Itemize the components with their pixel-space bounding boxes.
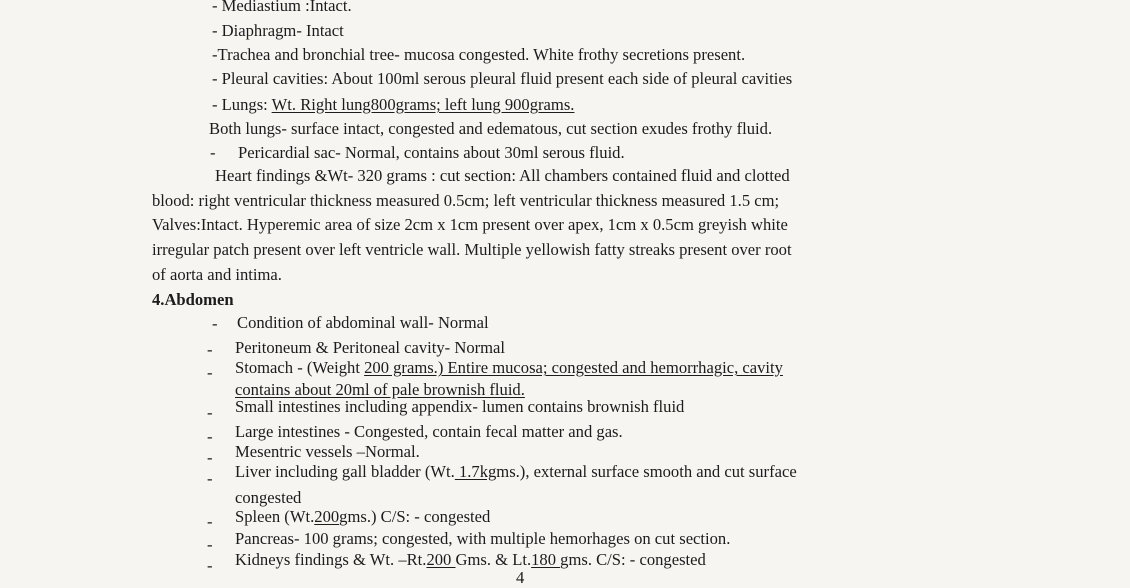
- stomach-line-2: contains about 20ml of pale brownish fluid.: [235, 380, 525, 399]
- page-number: 4: [516, 568, 525, 587]
- bullet-dash: -: [207, 469, 213, 488]
- stomach-line-1: [235, 358, 783, 378]
- heart-line-4: irregular patch present over left ventricle wall. Multiple yellowish fatty streaks present over root: [152, 240, 792, 259]
- peritoneum-line: Peritoneum & Peritoneal cavity- Normal: [235, 338, 506, 357]
- bullet-dash: -: [207, 556, 213, 575]
- pancreas-line: Pancreas- 100 grams; congested, with multiple hemorhages on cut section.: [235, 529, 731, 548]
- lungs-prefix: - Lungs:: [212, 95, 272, 114]
- bullet-dash: -: [207, 535, 213, 554]
- pericardial-line: Pericardial sac- Normal, contains about 30ml serous fluid.: [238, 143, 625, 162]
- large-intestines-line: Large intestines - Congested, contain fecal matter and gas.: [235, 422, 623, 441]
- heart-line-3: Valves:Intact. Hyperemic area of size 2cm x 1cm present over apex, 1cm x 0.5cm greyish white: [152, 215, 788, 234]
- bullet-dash: -: [207, 448, 213, 467]
- kidneys-prefix: Kidneys findings & Wt. –Rt.: [235, 550, 427, 569]
- both-lungs-line: Both lungs- surface intact, congested and edematous, cut section exudes frothy fluid.: [209, 119, 773, 138]
- bullet-dash: -: [207, 512, 213, 531]
- diaphragm-line: - Diaphragm- Intact: [212, 21, 344, 40]
- kidneys-rt: 200: [426, 550, 456, 569]
- stomach-underlined: 200 grams.) Entire mucosa; congested and hemorrhagic, cavity: [364, 358, 783, 377]
- kidneys-mid: Gms. & Lt.: [455, 550, 532, 569]
- lungs-weight: Wt. Right lung800grams; left lung 900grams.: [271, 95, 575, 114]
- spleen-prefix: Spleen (Wt.: [235, 507, 315, 526]
- bullet-dash: -: [207, 363, 213, 382]
- liver-weight: 1.7kg: [454, 462, 497, 481]
- small-intestines-line: Small intestines including appendix- lumen contains brownish fluid: [235, 397, 685, 416]
- mediastium-line: - Mediastium :Intact.: [212, 0, 352, 15]
- mesenteric-line: Mesentric vessels –Normal.: [235, 442, 420, 461]
- liver-line-1: [235, 462, 797, 482]
- liver-suffix: ms.), external surface smooth and cut surface: [496, 462, 797, 481]
- spleen-line: [235, 507, 490, 527]
- bullet-dash: -: [207, 403, 213, 422]
- liver-line-2: congested: [235, 488, 302, 507]
- liver-prefix: Liver including gall bladder (Wt.: [235, 462, 455, 481]
- bullet-dash: -: [212, 314, 218, 333]
- kidneys-line: [235, 550, 706, 570]
- stomach-prefix: Stomach - (Weight: [235, 358, 365, 377]
- spleen-suffix: gms.) C/S: - congested: [339, 507, 491, 526]
- kidneys-lt: 180: [531, 550, 561, 569]
- pericardial-dash: -: [210, 143, 216, 162]
- abdomen-heading: 4.Abdomen: [152, 290, 234, 309]
- heart-line-5: of aorta and intima.: [152, 265, 282, 284]
- spleen-weight: 200: [314, 507, 340, 526]
- trachea-line: -Trachea and bronchial tree- mucosa congested. White frothy secretions present.: [212, 45, 746, 64]
- bullet-dash: -: [207, 340, 213, 359]
- heart-line-1: Heart findings &Wt- 320 grams : cut section: All chambers contained fluid and clotted: [215, 166, 790, 185]
- condition-line: Condition of abdominal wall- Normal: [237, 313, 489, 332]
- kidneys-suffix: gms. C/S: - congested: [560, 550, 706, 569]
- lungs-line: [212, 95, 574, 115]
- heart-line-2: blood: right ventricular thickness measured 0.5cm; left ventricular thickness measured 1.5 cm;: [152, 191, 780, 210]
- pleural-line: - Pleural cavities: About 100ml serous pleural fluid present each side of pleural cavities: [212, 69, 793, 88]
- bullet-dash: -: [207, 427, 213, 446]
